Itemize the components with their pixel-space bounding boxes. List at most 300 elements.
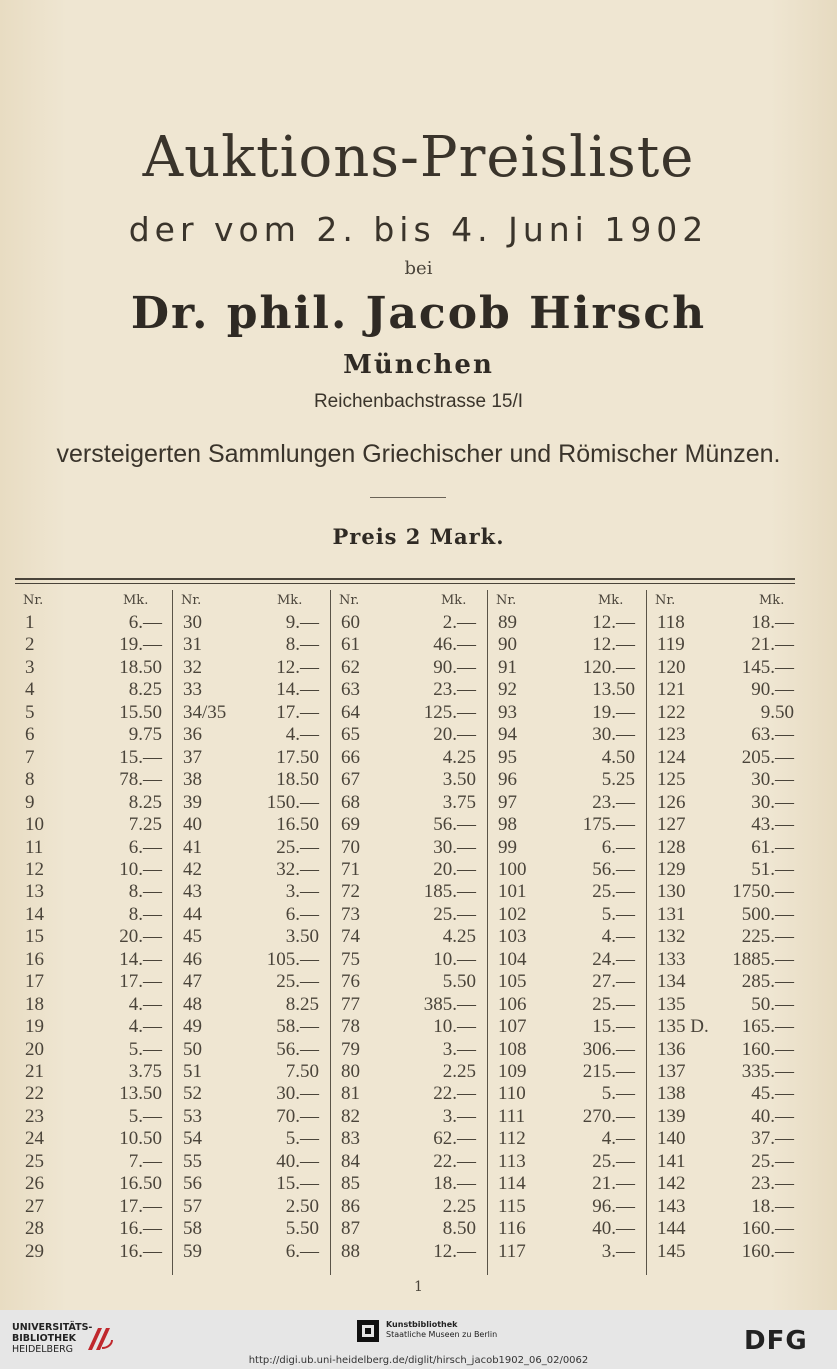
header-mk: Mk. <box>123 593 149 608</box>
lot-price: 56.— <box>433 814 476 836</box>
lot-price: 6.— <box>601 836 635 858</box>
lot-price: 1885.— <box>732 948 794 970</box>
table-row <box>488 1196 647 1218</box>
table-row <box>173 724 331 746</box>
lot-price: 12.— <box>592 612 635 633</box>
table-row <box>488 971 647 993</box>
lot-price: 8.— <box>128 881 162 903</box>
lot-price: 10.— <box>119 858 162 880</box>
table-row <box>647 926 796 948</box>
lot-number: 83 <box>341 1128 360 1150</box>
table-row <box>173 1106 331 1128</box>
table-row <box>15 904 172 926</box>
lot-number: 130 <box>657 881 686 903</box>
lot-number: 1 <box>25 612 35 633</box>
lot-price: 5.— <box>128 1105 162 1127</box>
table-row <box>647 814 796 836</box>
lot-price: 225.— <box>741 926 794 948</box>
table-row <box>488 724 647 746</box>
lot-number: 15 <box>25 926 44 948</box>
lot-price: 61.— <box>751 836 794 858</box>
lot-number: 56 <box>183 1173 202 1195</box>
lot-price: 5.— <box>285 1128 319 1150</box>
lot-price: 500.— <box>741 903 794 925</box>
lot-number: 27 <box>25 1195 44 1217</box>
lot-price: 7.— <box>128 1150 162 1172</box>
auctioneer-name: Dr. phil. Jacob Hirsch <box>130 288 707 339</box>
table-row <box>331 949 488 971</box>
table-row <box>488 1128 647 1150</box>
lot-number: 46 <box>183 948 202 970</box>
table-row <box>331 1173 488 1195</box>
lot-price: 19.— <box>592 701 635 723</box>
lot-price: 6.— <box>128 836 162 858</box>
lot-price: 25.— <box>276 836 319 858</box>
table-row <box>173 1241 331 1263</box>
table-row <box>173 1061 331 1083</box>
price-column <box>172 590 331 1275</box>
table-row <box>15 837 172 859</box>
collection-description: versteigerten Sammlungen Griechischer und Römischer Münzen. <box>56 440 781 468</box>
table-row <box>15 859 172 881</box>
table-row <box>15 1039 172 1061</box>
table-row <box>173 679 331 701</box>
table-row <box>15 949 172 971</box>
lot-price: 8.50 <box>442 1218 476 1240</box>
table-row <box>15 724 172 746</box>
lot-price: 5.— <box>601 903 635 925</box>
lot-price: 215.— <box>582 1061 635 1082</box>
lot-price: 160.— <box>741 1038 794 1060</box>
lot-price: 70.— <box>276 1105 319 1127</box>
table-top-rule-thin <box>15 583 795 584</box>
ub-heidelberg-label[interactable] <box>12 1322 92 1355</box>
lot-price: 4.25 <box>442 926 476 948</box>
lot-price: 27.— <box>592 971 635 993</box>
table-row <box>331 792 488 814</box>
lot-number: 54 <box>183 1128 202 1150</box>
table-row <box>331 747 488 769</box>
preposition: bei <box>404 258 433 279</box>
lot-number: 112 <box>498 1128 526 1150</box>
table-row <box>15 1106 172 1128</box>
lot-number: 91 <box>498 656 517 678</box>
lot-price: 96.— <box>592 1195 635 1217</box>
lot-price: 9.50 <box>760 701 794 723</box>
lot-number: 70 <box>341 836 360 858</box>
table-row <box>15 994 172 1016</box>
lot-number: 86 <box>341 1195 360 1217</box>
table-row <box>331 1016 488 1038</box>
table-row <box>331 724 488 746</box>
table-row <box>331 1106 488 1128</box>
lot-number: 123 <box>657 724 686 746</box>
lot-number: 21 <box>25 1061 44 1082</box>
lot-number: 8 <box>25 769 35 791</box>
page-number: 1 <box>414 1279 423 1295</box>
header-mk: Mk. <box>759 593 785 608</box>
lot-number: 106 <box>498 993 527 1015</box>
lot-price: 20.— <box>433 724 476 746</box>
table-row <box>331 1241 488 1263</box>
lot-number: 108 <box>498 1038 527 1060</box>
table-row <box>15 634 172 656</box>
lot-price: 15.— <box>119 746 162 768</box>
lot-price: 385.— <box>423 993 476 1015</box>
lot-price: 5.25 <box>601 769 635 791</box>
lot-number: 95 <box>498 746 517 768</box>
price-table <box>15 590 795 1275</box>
table-row <box>173 1128 331 1150</box>
lot-number: 124 <box>657 746 686 768</box>
table-row <box>15 1083 172 1105</box>
table-row <box>647 1196 796 1218</box>
lot-price: 105.— <box>266 948 319 970</box>
table-row <box>331 859 488 881</box>
lot-price: 9.75 <box>128 724 162 746</box>
lot-price: 14.— <box>276 679 319 701</box>
table-row <box>647 702 796 724</box>
table-row <box>331 1151 488 1173</box>
lot-price: 78.— <box>119 769 162 791</box>
lot-price: 12.— <box>592 634 635 656</box>
lot-price: 18.— <box>751 1195 794 1217</box>
lot-number: 53 <box>183 1105 202 1127</box>
lot-number: 49 <box>183 1016 202 1038</box>
lot-price: 17.— <box>276 701 319 723</box>
lot-price: 4.— <box>128 993 162 1015</box>
lot-price: 3.50 <box>285 926 319 948</box>
city: München <box>343 350 494 380</box>
table-row <box>173 1016 331 1038</box>
lot-number: 29 <box>25 1240 44 1262</box>
table-row <box>647 769 796 791</box>
lot-number: 42 <box>183 858 202 880</box>
table-row <box>173 881 331 903</box>
lot-number: 24 <box>25 1128 44 1150</box>
lot-price: 4.— <box>285 724 319 746</box>
lot-number: 110 <box>498 1083 526 1105</box>
lot-price: 5.— <box>128 1038 162 1060</box>
lot-price: 20.— <box>433 858 476 880</box>
lot-number: 23 <box>25 1105 44 1127</box>
lot-number: 59 <box>183 1240 202 1262</box>
lot-price: 30.— <box>276 1083 319 1105</box>
table-row <box>647 859 796 881</box>
lot-price: 8.25 <box>128 679 162 701</box>
lot-number: 41 <box>183 836 202 858</box>
lot-price: 20.— <box>119 926 162 948</box>
table-row <box>173 904 331 926</box>
lot-price: 30.— <box>751 791 794 813</box>
table-row <box>488 747 647 769</box>
lot-number: 55 <box>183 1150 202 1172</box>
lot-price: 13.50 <box>119 1083 162 1105</box>
table-row <box>331 926 488 948</box>
lot-number: 103 <box>498 926 527 948</box>
lot-price: 7.50 <box>285 1061 319 1082</box>
lot-price: 18.50 <box>119 656 162 678</box>
table-row <box>15 1241 172 1263</box>
lot-price: 270.— <box>582 1105 635 1127</box>
table-row <box>647 1039 796 1061</box>
table-row <box>15 1218 172 1240</box>
lot-number: 20 <box>25 1038 44 1060</box>
lot-number: 76 <box>341 971 360 993</box>
lot-number: 58 <box>183 1218 202 1240</box>
lot-number: 19 <box>25 1016 44 1038</box>
lot-price: 17.— <box>119 971 162 993</box>
lot-price: 125.— <box>423 701 476 723</box>
lot-number: 17 <box>25 971 44 993</box>
lot-number: 16 <box>25 948 44 970</box>
lot-number: 99 <box>498 836 517 858</box>
lot-number: 51 <box>183 1061 202 1082</box>
lot-number: 13 <box>25 881 44 903</box>
table-row <box>173 949 331 971</box>
table-row <box>647 1016 796 1038</box>
table-row <box>331 634 488 656</box>
table-row <box>173 1083 331 1105</box>
lot-number: 135 <box>657 993 686 1015</box>
header-mk: Mk. <box>441 593 467 608</box>
ub-line-1: UNIVERSITÄTS- <box>12 1322 93 1333</box>
viewer-footer <box>0 1310 837 1369</box>
lot-price: 51.— <box>751 858 794 880</box>
table-row <box>647 1106 796 1128</box>
header-mk: Mk. <box>277 593 303 608</box>
table-row <box>173 1151 331 1173</box>
table-row <box>331 769 488 791</box>
table-row <box>173 926 331 948</box>
table-row <box>173 612 331 634</box>
lot-number: 131 <box>657 903 686 925</box>
lot-price: 8.25 <box>128 791 162 813</box>
lot-number: 96 <box>498 769 517 791</box>
lot-number: 141 <box>657 1150 686 1172</box>
lot-price: 15.50 <box>119 701 162 723</box>
lot-number: 7 <box>25 746 35 768</box>
lot-price: 17.— <box>119 1195 162 1217</box>
lot-price: 6.— <box>285 1240 319 1262</box>
lot-number: 69 <box>341 814 360 836</box>
lot-number: 71 <box>341 858 360 880</box>
table-row <box>15 926 172 948</box>
table-row <box>331 1196 488 1218</box>
lot-price: 43.— <box>751 814 794 836</box>
table-row <box>173 769 331 791</box>
kunstbibliothek-label <box>386 1320 497 1340</box>
lot-price: 5.50 <box>442 971 476 993</box>
lot-number: 31 <box>183 634 202 656</box>
table-row <box>488 702 647 724</box>
lot-price: 25.— <box>592 881 635 903</box>
lot-price: 160.— <box>741 1218 794 1240</box>
lot-price: 7.25 <box>128 814 162 836</box>
price-column <box>15 590 172 1275</box>
header-nr: Nr. <box>339 593 360 608</box>
table-row <box>15 881 172 903</box>
lot-number: 57 <box>183 1195 202 1217</box>
lot-price: 205.— <box>741 746 794 768</box>
table-row <box>647 949 796 971</box>
lot-number: 90 <box>498 634 517 656</box>
lot-number: 68 <box>341 791 360 813</box>
lot-price: 160.— <box>741 1240 794 1262</box>
lot-price: 25.— <box>276 971 319 993</box>
lot-number: 115 <box>498 1195 526 1217</box>
lot-number: 43 <box>183 881 202 903</box>
lot-number: 80 <box>341 1061 360 1082</box>
table-row <box>173 1039 331 1061</box>
lot-number: 72 <box>341 881 360 903</box>
lot-number: 127 <box>657 814 686 836</box>
table-row <box>331 657 488 679</box>
lot-number: 26 <box>25 1173 44 1195</box>
table-row <box>15 814 172 836</box>
table-row <box>647 881 796 903</box>
table-row <box>173 994 331 1016</box>
lot-price: 6.— <box>285 903 319 925</box>
table-row <box>173 792 331 814</box>
lot-price: 12.— <box>433 1240 476 1262</box>
lot-number: 50 <box>183 1038 202 1060</box>
lot-price: 22.— <box>433 1083 476 1105</box>
lot-number: 126 <box>657 791 686 813</box>
lot-number: 65 <box>341 724 360 746</box>
lot-number: 120 <box>657 656 686 678</box>
dfg-logo[interactable]: DFG <box>744 1326 808 1356</box>
lot-price: 18.50 <box>276 769 319 791</box>
lot-price: 8.— <box>285 634 319 656</box>
table-row <box>15 1016 172 1038</box>
table-row <box>488 1218 647 1240</box>
table-row <box>488 814 647 836</box>
lot-number: 113 <box>498 1150 526 1172</box>
ub-line-3: HEIDELBERG <box>12 1344 74 1355</box>
header-mk: Mk. <box>598 593 624 608</box>
lot-price: 30.— <box>433 836 476 858</box>
table-row <box>488 1151 647 1173</box>
lot-price: 45.— <box>751 1083 794 1105</box>
lot-price: 19.— <box>119 634 162 656</box>
table-row <box>647 1151 796 1173</box>
lot-price: 58.— <box>276 1016 319 1038</box>
table-row <box>647 1061 796 1083</box>
lot-price: 3.— <box>285 881 319 903</box>
permalink-url[interactable]: http://digi.ub.uni-heidelberg.de/diglit/hirsch_jacob1902_06_02/0062 <box>248 1355 589 1366</box>
table-row <box>647 792 796 814</box>
lot-number: 117 <box>498 1240 526 1262</box>
lot-price: 335.— <box>741 1061 794 1082</box>
lot-number: 4 <box>25 679 35 701</box>
table-row <box>488 1016 647 1038</box>
lot-price: 25.— <box>592 1150 635 1172</box>
table-row <box>488 792 647 814</box>
table-row <box>488 612 647 634</box>
lot-price: 16.50 <box>119 1173 162 1195</box>
header-nr: Nr. <box>655 593 676 608</box>
table-row <box>15 612 172 634</box>
lot-number: 100 <box>498 858 527 880</box>
table-row <box>173 814 331 836</box>
lot-price: 145.— <box>741 656 794 678</box>
lot-price: 40.— <box>751 1105 794 1127</box>
lot-number: 133 <box>657 948 686 970</box>
lot-number: 122 <box>657 701 686 723</box>
lot-price: 9.— <box>285 612 319 633</box>
lot-number: 45 <box>183 926 202 948</box>
lot-price: 25.— <box>592 993 635 1015</box>
price-column <box>646 590 796 1275</box>
header-nr: Nr. <box>496 593 517 608</box>
lot-price: 3.75 <box>442 791 476 813</box>
table-row <box>173 702 331 724</box>
table-row <box>647 679 796 701</box>
lot-number: 73 <box>341 903 360 925</box>
price-note: Preis 2 Mark. <box>332 524 505 549</box>
lot-price: 16.— <box>119 1240 162 1262</box>
table-row <box>488 949 647 971</box>
lot-number: 74 <box>341 926 360 948</box>
lot-price: 40.— <box>276 1150 319 1172</box>
lot-price: 40.— <box>592 1218 635 1240</box>
lot-price: 165.— <box>741 1016 794 1038</box>
lot-number: 60 <box>341 612 360 633</box>
lot-price: 12.— <box>276 656 319 678</box>
lot-price: 30.— <box>592 724 635 746</box>
ub-line-2: BIBLIOTHEK <box>12 1333 76 1344</box>
lot-number: 3 <box>25 656 35 678</box>
table-row <box>331 837 488 859</box>
table-row <box>15 679 172 701</box>
lot-number: 64 <box>341 701 360 723</box>
lot-number: 116 <box>498 1218 526 1240</box>
lot-price: 23.— <box>751 1173 794 1195</box>
lot-price: 21.— <box>751 634 794 656</box>
lot-number: 67 <box>341 769 360 791</box>
table-row <box>173 747 331 769</box>
lot-number: 30 <box>183 612 202 633</box>
table-row <box>647 634 796 656</box>
lot-number: 94 <box>498 724 517 746</box>
lot-number: 136 <box>657 1038 686 1060</box>
lot-price: 25.— <box>433 903 476 925</box>
lot-number: 22 <box>25 1083 44 1105</box>
lot-price: 10.— <box>433 1016 476 1038</box>
lot-number: 2 <box>25 634 35 656</box>
lot-price: 15.— <box>592 1016 635 1038</box>
ub-logo-icon[interactable] <box>84 1324 116 1354</box>
lot-number: 36 <box>183 724 202 746</box>
kunstbibliothek-logo-icon[interactable] <box>357 1320 379 1342</box>
table-row <box>488 769 647 791</box>
lot-number: 142 <box>657 1173 686 1195</box>
table-row <box>15 657 172 679</box>
page-title: Auktions-Preisliste <box>142 125 695 190</box>
table-row <box>647 904 796 926</box>
lot-price: 37.— <box>751 1128 794 1150</box>
table-row <box>173 1196 331 1218</box>
table-row <box>488 904 647 926</box>
table-row <box>647 724 796 746</box>
lot-price: 22.— <box>433 1150 476 1172</box>
lot-price: 2.50 <box>285 1195 319 1217</box>
lot-number: 107 <box>498 1016 527 1038</box>
table-row <box>331 881 488 903</box>
table-row <box>173 1173 331 1195</box>
table-row <box>331 1083 488 1105</box>
